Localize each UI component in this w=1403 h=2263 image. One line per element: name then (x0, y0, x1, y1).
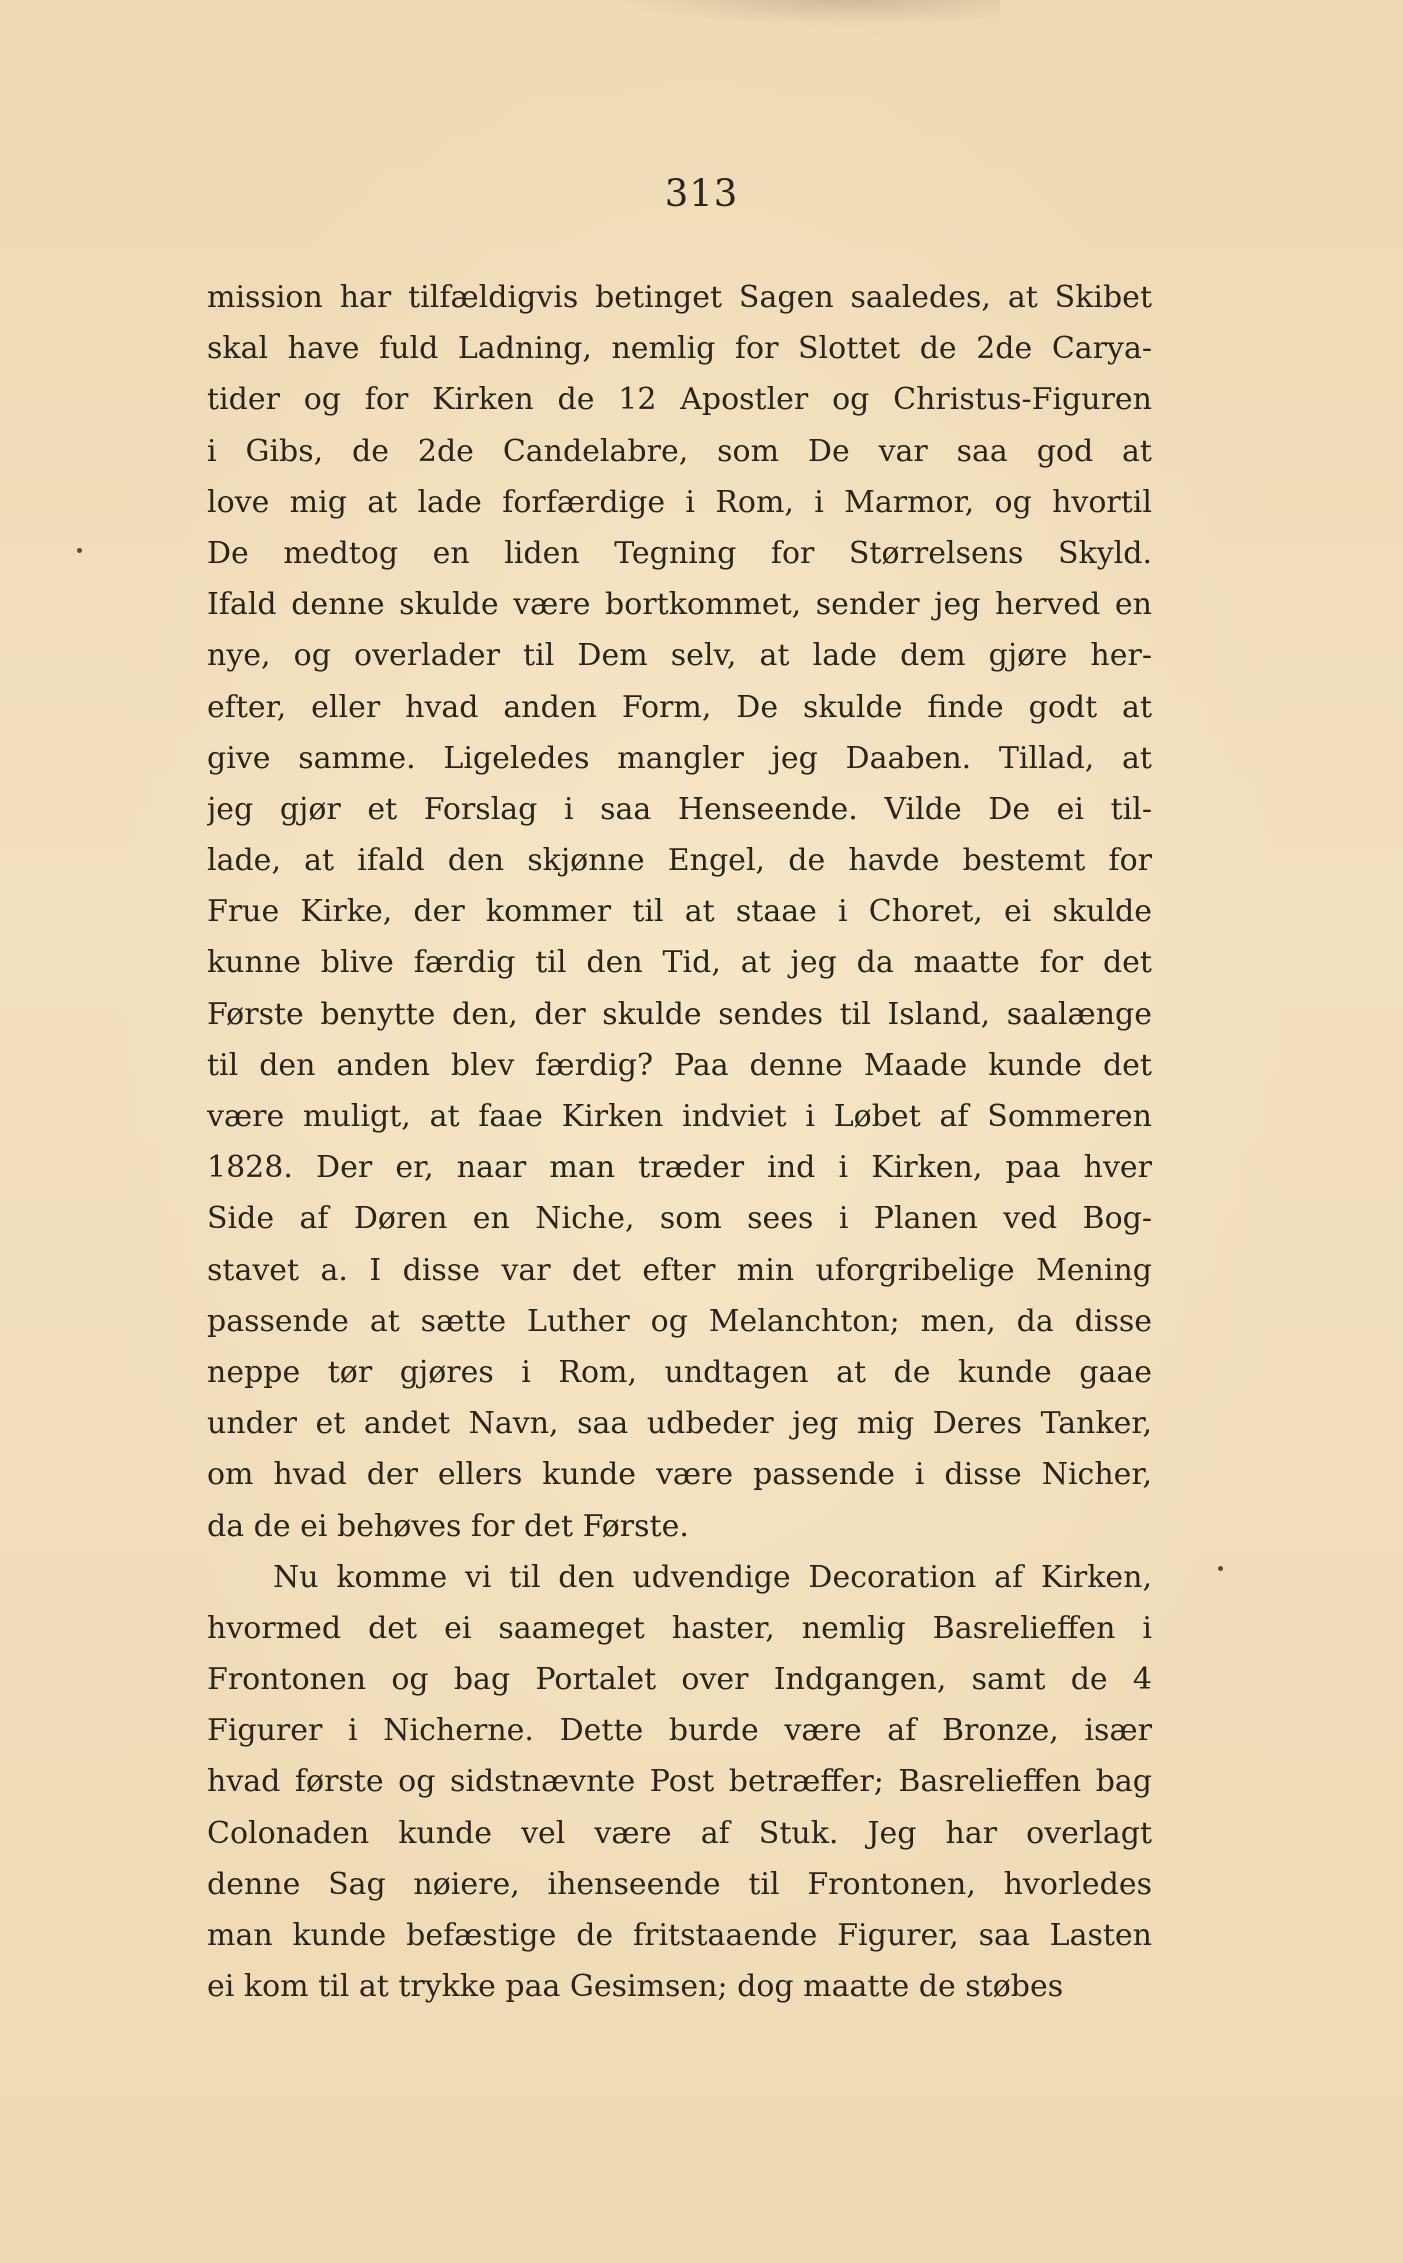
text-line: om hvad der ellers kunde være passende i disse Nicher, (207, 1457, 1152, 1493)
text-line: mission har tilfældigvis betinget Sagen saaledes, at Skibet (207, 280, 1152, 315)
text-line: Nu komme vi til den udvendige Decoration af Kirken, (273, 1559, 1152, 1595)
text-line: neppe tør gjøres i Rom, undtagen at de kunde gaae (207, 1354, 1152, 1390)
page-number: 313 (664, 172, 739, 215)
body-text (207, 272, 1152, 2012)
text-line: 1828. Der er, naar man træder ind i Kirken, paa hver (207, 1150, 1152, 1186)
text-line: Side af Døren en Niche, som sees i Planen ved Bog- (207, 1201, 1152, 1237)
text-line: Colonaden kunde vel være af Stuk. Jeg har overlagt (207, 1815, 1152, 1851)
text-line: jeg gjør et Forslag i saa Henseende. Vilde De ei til- (207, 791, 1152, 827)
text-line: i Gibs, de 2de Candelabre, som De var saa god at (207, 433, 1152, 469)
text-line: til den anden blev færdig? Paa denne Maade kunde det (207, 1047, 1152, 1083)
text-line: stavet a. I disse var det efter min uforgribelige Mening (207, 1252, 1152, 1288)
text-line: være muligt, at faae Kirken indviet i Løbet af Sommeren (207, 1099, 1152, 1134)
text-line: Første benytte den, der skulde sendes til Island, saalænge (207, 996, 1152, 1032)
text-line: give samme. Ligeledes mangler jeg Daaben. Tillad, at (207, 740, 1152, 776)
text-line: Figurer i Nicherne. Dette burde være af Bronze, især (207, 1713, 1152, 1749)
text-line: De medtog en liden Tegning for Størrelsens Skyld. (207, 535, 1152, 571)
paragraph (207, 1552, 1152, 2013)
text-line: hvormed det ei saameget haster, nemlig Basrelieffen i (207, 1610, 1152, 1646)
text-line: nye, og overlader til Dem selv, at lade dem gjøre her- (207, 638, 1152, 674)
text-line: ei kom til at trykke paa Gesimsen; dog maatte de støbes (207, 1969, 1064, 2005)
text-line: Frontonen og bag Portalet over Indgangen, samt de 4 (207, 1662, 1152, 1698)
paragraph (207, 272, 1152, 1552)
text-line: man kunde befæstige de fritstaaende Figurer, saa Lasten (207, 1918, 1152, 1953)
text-line: Frue Kirke, der kommer til at staae i Choret, ei skulde (207, 894, 1152, 930)
text-line: Ifald denne skulde være bortkommet, sender jeg herved en (207, 587, 1152, 623)
text-line: lade, at ifald den skjønne Engel, de havde bestemt for (207, 843, 1152, 879)
ink-speck (1218, 1566, 1223, 1571)
text-line: under et andet Navn, saa udbeder jeg mig Deres Tanker, (207, 1406, 1152, 1442)
text-line: love mig at lade forfærdige i Rom, i Marmor, og hvortil (207, 484, 1152, 520)
text-line: tider og for Kirken de 12 Apostler og Christus-Figuren (207, 382, 1152, 418)
text-line: passende at sætte Luther og Melanchton; men, da disse (207, 1303, 1152, 1339)
ink-speck (77, 548, 82, 553)
text-line: denne Sag nøiere, ihenseende til Frontonen, hvorledes (207, 1866, 1152, 1902)
text-line: da de ei behøves for det Første. (207, 1508, 689, 1544)
page-edge-smudge (620, 0, 1000, 26)
text-line: hvad første og sidstnævnte Post betræffer; Basrelieffen bag (207, 1764, 1152, 1800)
text-line: kunne blive færdig til den Tid, at jeg da maatte for det (207, 945, 1152, 981)
text-line: efter, eller hvad anden Form, De skulde finde godt at (207, 689, 1152, 725)
text-line: skal have fuld Ladning, nemlig for Slottet de 2de Carya- (207, 331, 1152, 367)
